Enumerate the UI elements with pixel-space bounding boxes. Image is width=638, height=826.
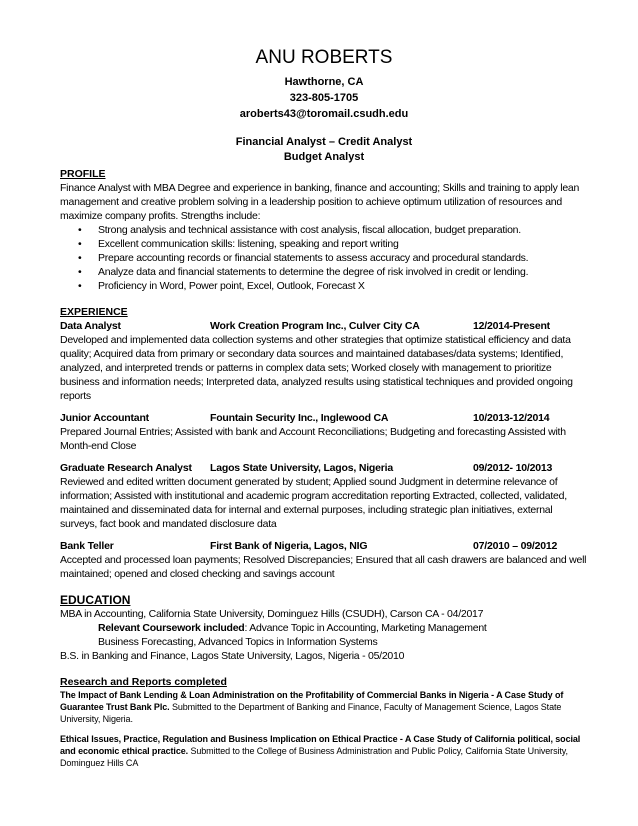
job-title: Data Analyst <box>60 320 121 332</box>
job-company: Lagos State University, Lagos, Nigeria <box>210 462 394 474</box>
list-item: • Strong analysis and technical assistance with cost analysis, fiscal allocation, budget preparation. <box>98 223 588 237</box>
resume-page <box>60 0 588 769</box>
list-item: • Analyze data and financial statements to determine the degree of risk involved in credit or lending. <box>98 265 588 279</box>
list-item: • Proficiency in Word, Power point, Excel, Outlook, Forecast X <box>98 279 588 293</box>
education-heading: EDUCATION <box>60 593 131 607</box>
job-company: Work Creation Program Inc., Culver City CA <box>210 320 420 332</box>
phone: 323-805-1705 <box>289 92 359 104</box>
degree-bs: B.S. in Banking and Finance, Lagos State University, Lagos, Nigeria - 05/2010 <box>60 650 405 662</box>
job-description: Developed and implemented data collection systems and other strategies that optimize statistical efficiency and data quality; Acquired data from primary or secondary data sources and maintained databases/data systems; Identified, analyzed, and interpreted trends or patterns in complex data sets; Worked closely with management to prioritize business and information needs; Interpreted data, analyzed results using statistical techniques and provided ongoing reports <box>60 334 573 402</box>
research-item <box>60 689 588 725</box>
research-item <box>60 733 588 769</box>
job-dates: 09/2012- 10/2013 <box>473 462 553 474</box>
research-detail: Submitted to the Department of Banking and Finance, Faculty of Management Science, Lagos State University, Nigeria. <box>60 702 562 724</box>
job-header <box>60 461 588 475</box>
job-dates: 12/2014-Present <box>473 320 550 332</box>
job-description: Prepared Journal Entries; Assisted with bank and Account Reconciliations; Budgeting and forecasting Assisted with Month-end Close <box>60 426 566 452</box>
target-title-secondary: Budget Analyst <box>283 151 365 163</box>
job-header <box>60 411 588 425</box>
coursework-list-continued: Business Forecasting, Advanced Topics in Information Systems <box>98 636 378 648</box>
candidate-name: ANU ROBERTS <box>255 47 393 68</box>
job-dates: 10/2013-12/2014 <box>473 412 550 424</box>
job-title: Junior Accountant <box>60 412 149 424</box>
research-title: The Impact of Bank Lending & Loan Administration on the Profitability of Commercial Banks in Nigeria - A Case Study of Guarantee Trust Bank Plc. <box>60 690 564 712</box>
profile-heading: PROFILE <box>60 168 106 180</box>
job-description: Accepted and processed loan payments; Resolved Discrepancies; Ensured that all cash drawers are balanced and well maintained; opened and closed checking and savings account <box>60 554 587 580</box>
job-dates: 07/2010 – 09/2012 <box>473 540 558 552</box>
job-company: Fountain Security Inc., Inglewood CA <box>210 412 389 424</box>
job-title: Graduate Research Analyst <box>60 462 192 474</box>
strengths-list <box>60 223 588 293</box>
research-detail: Submitted to the College of Business Administration and Public Policy, California State University, Dominguez Hills CA <box>60 746 568 768</box>
job-description: Reviewed and edited written document generated by student; Applied sound Judgment in determine relevance of information; Assisted with institutional and academic program accreditation reporting Extracted, collected, validated, maintained and disseminated data for internal and external purposes, including strategic plan initiatives, external surveys, fact book and mandated disclosure data <box>60 476 567 530</box>
list-item: • Prepare accounting records or financial statements to assess accuracy and procedural standards. <box>98 251 588 265</box>
target-title-primary: Financial Analyst – Credit Analyst <box>235 136 413 148</box>
research-heading: Research and Reports completed <box>60 676 227 688</box>
coursework <box>60 621 588 635</box>
email: aroberts43@toromail.csudh.edu <box>239 108 409 120</box>
list-item: • Excellent communication skills: listening, speaking and report writing <box>98 237 588 251</box>
job-company: First Bank of Nigeria, Lagos, NIG <box>210 540 368 552</box>
degree-mba: MBA in Accounting, California State University, Dominguez Hills (CSUDH), Carson CA - 04/2017 <box>60 608 484 620</box>
coursework-label: Relevant Coursework included <box>98 622 245 634</box>
coursework-list: : Advance Topic in Accounting, Marketing Management <box>244 622 487 634</box>
job-title: Bank Teller <box>60 540 114 552</box>
job-header <box>60 319 588 333</box>
profile-summary: Finance Analyst with MBA Degree and experience in banking, finance and accounting; Skills and training to apply lean management and creative problem solving in a leadership position to achieve optimum utilization of resources and maximize company profits. Strengths include: <box>60 182 580 222</box>
research-title: Ethical Issues, Practice, Regulation and Business Implication on Ethical Practice - A Case Study of California political, social and economic ethical practice. <box>60 734 581 756</box>
job-header <box>60 539 588 553</box>
location: Hawthorne, CA <box>284 76 364 88</box>
experience-heading: EXPERIENCE <box>60 306 128 318</box>
